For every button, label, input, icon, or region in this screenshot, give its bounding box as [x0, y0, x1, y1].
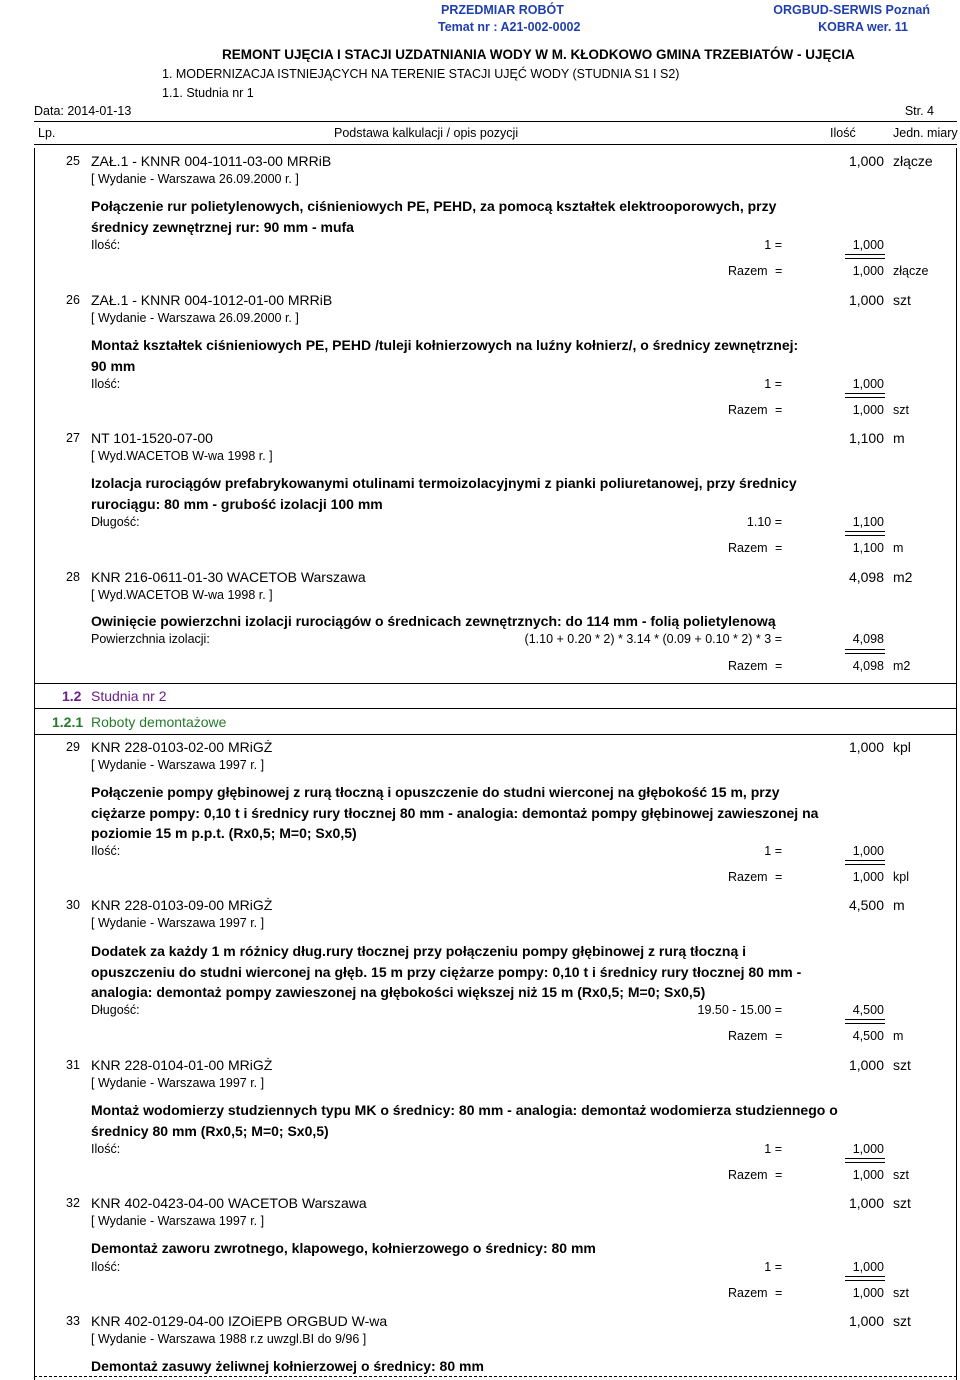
- section-rule: [34, 683, 957, 684]
- item-description: Demontaż zaworu zwrotnego, klapowego, kołnierzowego o średnicy: 80 mm: [91, 1240, 596, 1256]
- item-description: Połączenie pompy głębinowej z rurą tłoczną i opuszczenie do studni wierconej na głębokość 15 m, przy: [91, 784, 780, 800]
- measure-value: 1,100: [852, 515, 884, 529]
- total-underline: [845, 531, 885, 536]
- measure-formula: (1.10 + 0.20 * 2) * 3.14 * (0.09 + 0.10 * 2) * 3 =: [524, 632, 782, 646]
- item-lp: 29: [66, 740, 80, 754]
- table-right-border: [956, 148, 957, 1380]
- razem-value: 1,100: [852, 541, 884, 555]
- razem-unit: szt: [893, 1286, 909, 1300]
- item-lp: 32: [66, 1196, 80, 1210]
- razem-value: 1,000: [852, 1286, 884, 1300]
- measure-formula: 1.10 =: [746, 515, 782, 529]
- section-number: 1.2: [62, 688, 82, 704]
- item-code: KNR 228-0103-09-00 MRiGŻ: [91, 897, 273, 913]
- razem-unit: złącze: [893, 264, 929, 278]
- razem-value: 1,000: [852, 264, 884, 278]
- item-code: KNR 402-0423-04-00 WACETOB Warszawa: [91, 1195, 367, 1211]
- item-quantity: 1,000: [848, 1057, 884, 1073]
- total-underline: [845, 1158, 885, 1163]
- item-edition: [ Wydanie - Warszawa 26.09.2000 r. ]: [91, 172, 299, 186]
- measure-value: 1,000: [852, 844, 884, 858]
- section-rule: [34, 708, 957, 709]
- item-quantity: 1,000: [848, 1313, 884, 1329]
- measure-formula: 1 =: [764, 1260, 782, 1274]
- item-description: Owinięcie powierzchni izolacji rurociągów o średnicach zewnętrznych: do 114 mm - folią polietylenową: [91, 613, 776, 629]
- item-description: Montaż kształtek ciśnieniowych PE, PEHD /tuleji kołnierzowych na luźny kołnierz/, o średnicy zewnętrznej:: [91, 337, 799, 353]
- item-description: ciężarze pompy: 0,10 t i średnicy rury tłocznej 80 mm - analogia: demontaż pompy głębinowej zawieszonej na: [91, 805, 819, 821]
- razem-equals: =: [775, 1286, 783, 1300]
- item-quantity: 1,000: [848, 1195, 884, 1211]
- measure-value: 1,000: [852, 1142, 884, 1156]
- item-quantity: 1,000: [848, 739, 884, 755]
- item-description: analogia: demontaż pompy zawieszonej na głębokości większej niż 15 m (Rx0,5; M=0; Sx0,5): [91, 984, 706, 1000]
- measure-formula: 1 =: [764, 1142, 782, 1156]
- razem-unit: kpl: [893, 870, 909, 884]
- item-lp: 28: [66, 570, 80, 584]
- item-edition: [ Wyd.WACETOB W-wa 1998 r. ]: [91, 588, 273, 602]
- measure-label: Ilość:: [91, 377, 121, 391]
- measure-value: 4,098: [852, 632, 884, 646]
- section-heading-1: 1. MODERNIZACJA ISTNIEJĄCYCH NA TERENIE STACJI UJĘĆ WODY (STUDNIA S1 I S2): [162, 67, 680, 81]
- item-edition: [ Wydanie - Warszawa 1997 r. ]: [91, 916, 265, 930]
- item-lp: 27: [66, 431, 80, 445]
- item-code: ZAŁ.1 - KNNR 004-1011-03-00 MRRiB: [91, 153, 332, 169]
- razem-unit: szt: [893, 1168, 909, 1182]
- doc-type-title: PRZEDMIAR ROBÓT: [441, 3, 564, 17]
- page-bottom-rule: [34, 1376, 957, 1377]
- razem-value: 4,500: [852, 1029, 884, 1043]
- subsection-title: Roboty demontażowe: [91, 714, 227, 730]
- razem-equals: =: [775, 403, 783, 417]
- razem-equals: =: [775, 870, 783, 884]
- item-lp: 25: [66, 154, 80, 168]
- section-rule: [34, 734, 957, 735]
- total-underline: [845, 649, 885, 654]
- measure-formula: 1 =: [764, 238, 782, 252]
- razem-value: 1,000: [852, 403, 884, 417]
- measure-label: Powierzchnia izolacji:: [91, 632, 210, 646]
- item-unit: szt: [893, 1057, 911, 1073]
- item-unit: kpl: [893, 739, 911, 755]
- software-version: KOBRA wer. 11: [818, 20, 908, 34]
- item-code: NT 101-1520-07-00: [91, 430, 213, 446]
- razem-label: Razem: [728, 1168, 768, 1182]
- total-underline: [845, 254, 885, 259]
- column-header-unit: Jedn. miary: [893, 126, 958, 140]
- item-unit: szt: [893, 292, 911, 308]
- item-unit: m2: [893, 569, 913, 585]
- measure-label: Długość:: [91, 515, 140, 529]
- razem-unit: m2: [893, 659, 911, 673]
- item-lp: 30: [66, 898, 80, 912]
- subsection-number: 1.2.1: [52, 714, 84, 730]
- razem-unit: m: [893, 1029, 904, 1043]
- item-description: Montaż wodomierzy studziennych typu MK o średnicy: 80 mm - analogia: demontaż wodomierza studziennego o: [91, 1102, 838, 1118]
- item-code: KNR 216-0611-01-30 WACETOB Warszawa: [91, 569, 366, 585]
- column-header-lp: Lp.: [38, 126, 56, 140]
- item-description: Izolacja rurociągów prefabrykowanymi otulinami termoizolacyjnymi z pianki poliuretanowej, przy średnicy: [91, 475, 797, 491]
- item-quantity: 4,500: [848, 897, 884, 913]
- project-title: REMONT UJĘCIA I STACJI UZDATNIANIA WODY W M. KŁODKOWO GMINA TRZEBIATÓW - UJĘCIA: [222, 47, 855, 62]
- item-quantity: 1,100: [848, 430, 884, 446]
- item-quantity: 1,000: [848, 292, 884, 308]
- razem-equals: =: [775, 541, 783, 555]
- measure-formula: 19.50 - 15.00 =: [697, 1003, 782, 1017]
- section-title: Studnia nr 2: [91, 688, 167, 704]
- item-description: średnicy 80 mm (Rx0,5; M=0; Sx0,5): [91, 1123, 329, 1139]
- item-description: poziomie 15 m p.p.t. (Rx0,5; M=0; Sx0,5): [91, 825, 357, 841]
- table-left-border: [34, 148, 35, 1380]
- razem-label: Razem: [728, 1286, 768, 1300]
- measure-value: 1,000: [852, 1260, 884, 1274]
- measure-value: 1,000: [852, 377, 884, 391]
- razem-label: Razem: [728, 541, 768, 555]
- total-underline: [845, 393, 885, 398]
- item-edition: [ Wydanie - Warszawa 26.09.2000 r. ]: [91, 311, 299, 325]
- measure-label: Ilość:: [91, 1142, 121, 1156]
- item-unit: m: [893, 430, 905, 446]
- item-edition: [ Wydanie - Warszawa 1997 r. ]: [91, 1214, 265, 1228]
- section-heading-1-1: 1.1. Studnia nr 1: [162, 86, 254, 100]
- measure-value: 1,000: [852, 238, 884, 252]
- item-description: średnicy zewnętrznej rur: 90 mm - mufa: [91, 219, 354, 235]
- measure-label: Ilość:: [91, 1260, 121, 1274]
- item-description: opuszczeniu do studni wierconej na głęb. 15 m przy ciężarze pompy: 0,10 t i średnicy rury tłocznej 80 mm -: [91, 964, 802, 980]
- razem-label: Razem: [728, 1029, 768, 1043]
- item-edition: [ Wyd.WACETOB W-wa 1998 r. ]: [91, 449, 273, 463]
- item-unit: m: [893, 897, 905, 913]
- topic-number: Temat nr : A21-002-0002: [438, 20, 581, 34]
- column-header-quantity: Ilość: [830, 126, 856, 140]
- razem-label: Razem: [728, 403, 768, 417]
- razem-label: Razem: [728, 870, 768, 884]
- item-description: Połączenie rur polietylenowych, ciśnieniowych PE, PEHD, za pomocą kształtek elektrooporowych, przy: [91, 198, 777, 214]
- razem-label: Razem: [728, 264, 768, 278]
- razem-unit: szt: [893, 403, 909, 417]
- company-name: ORGBUD-SERWIS Poznań: [773, 3, 930, 17]
- razem-value: 4,098: [852, 659, 884, 673]
- item-edition: [ Wydanie - Warszawa 1988 r.z uwzgl.BI do 9/96 ]: [91, 1332, 367, 1346]
- razem-equals: =: [775, 1168, 783, 1182]
- item-unit: złącze: [893, 153, 933, 169]
- measure-formula: 1 =: [764, 377, 782, 391]
- item-unit: szt: [893, 1313, 911, 1329]
- item-code: KNR 402-0129-04-00 IZOiEPB ORGBUD W-wa: [91, 1313, 388, 1329]
- measure-label: Długość:: [91, 1003, 140, 1017]
- razem-equals: =: [775, 264, 783, 278]
- measure-value: 4,500: [852, 1003, 884, 1017]
- item-description: Dodatek za każdy 1 m różnicy dług.rury tłocznej przy połączeniu pompy głębinowej z rurą tłoczną i: [91, 943, 747, 959]
- razem-equals: =: [775, 659, 783, 673]
- measure-formula: 1 =: [764, 844, 782, 858]
- table-header-rule: [34, 144, 957, 145]
- total-underline: [845, 1019, 885, 1024]
- razem-value: 1,000: [852, 870, 884, 884]
- item-lp: 26: [66, 293, 80, 307]
- item-edition: [ Wydanie - Warszawa 1997 r. ]: [91, 758, 265, 772]
- item-description: rurociągu: 80 mm - grubość izolacji 100 mm: [91, 496, 383, 512]
- razem-label: Razem: [728, 659, 768, 673]
- item-lp: 33: [66, 1314, 80, 1328]
- document-date: Data: 2014-01-13: [34, 104, 132, 118]
- razem-equals: =: [775, 1029, 783, 1043]
- measure-label: Ilość:: [91, 238, 121, 252]
- measure-label: Ilość:: [91, 844, 121, 858]
- item-code: KNR 228-0103-02-00 MRiGŻ: [91, 739, 273, 755]
- razem-unit: m: [893, 541, 904, 555]
- page-number: Str. 4: [904, 104, 934, 118]
- item-edition: [ Wydanie - Warszawa 1997 r. ]: [91, 1076, 265, 1090]
- table-top-rule: [34, 121, 957, 122]
- total-underline: [845, 1276, 885, 1281]
- item-lp: 31: [66, 1058, 80, 1072]
- item-code: KNR 228-0104-01-00 MRiGŻ: [91, 1057, 273, 1073]
- item-quantity: 1,000: [848, 153, 884, 169]
- item-code: ZAŁ.1 - KNNR 004-1012-01-00 MRRiB: [91, 292, 333, 308]
- item-description: Demontaż zasuwy żeliwnej kołnierzowej o średnicy: 80 mm: [91, 1358, 484, 1374]
- razem-value: 1,000: [852, 1168, 884, 1182]
- item-description: 90 mm: [91, 358, 136, 374]
- item-unit: szt: [893, 1195, 911, 1211]
- item-quantity: 4,098: [848, 569, 884, 585]
- column-header-description: Podstawa kalkulacji / opis pozycji: [334, 126, 519, 140]
- total-underline: [845, 860, 885, 865]
